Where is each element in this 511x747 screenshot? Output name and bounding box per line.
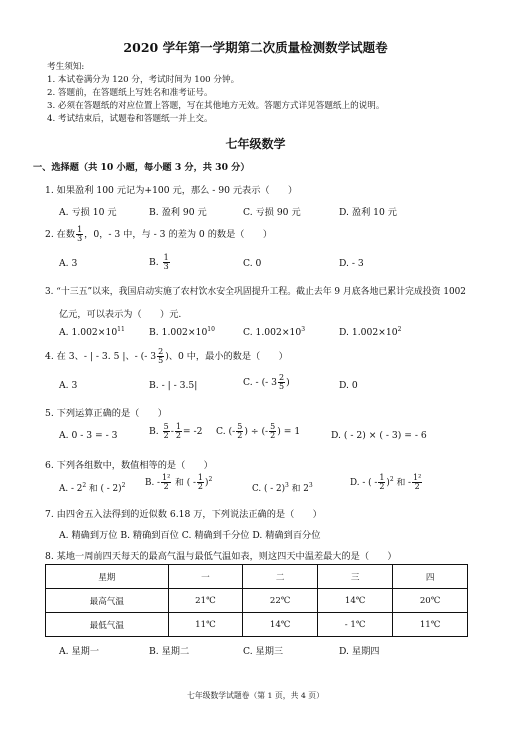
- q7-stem: 7. 由四舍五入法得到的近似数 6.18 万，下列说法正确的是（ ）: [45, 509, 322, 520]
- q3-option-a: A. $1.002\times 10^{11}$: [59, 325, 125, 338]
- fraction: $\frac{\text{1²}}{2}$: [162, 473, 171, 491]
- q1-stem: 1. 如果盈利 100 元记为+100 元，那么 - 90 元表示（ ）: [45, 185, 298, 196]
- page-title: 2020 学年第一学期第二次质量检测数学试题卷: [123, 40, 388, 55]
- q6-option-a: A. - $2^2$ 和 ( - 2)$^2$: [59, 482, 126, 494]
- q3-option-b: B. $1.002\times 10^{10}$: [149, 325, 215, 338]
- section-heading: 一、选择题（共 10 小题，每小题 3 分，共 30 分）: [33, 162, 250, 173]
- q5-option-a: A. 0 - 3 = - 3: [59, 430, 118, 441]
- fraction: $\frac{5}{2}$: [270, 422, 276, 440]
- table-cell: 14℃: [318, 589, 393, 613]
- fraction: $\frac{1}{2}$: [197, 473, 204, 491]
- q1-option-d: D. 盈利 10 元: [339, 207, 397, 218]
- q1-option-c: C. 亏损 90 元: [243, 207, 301, 218]
- q1-option-b: B. 盈利 90 元: [149, 207, 207, 218]
- note-item: 4. 考试结束后，试题卷和答题纸一并上交。: [47, 114, 213, 124]
- q5-stem: 5. 下列运算正确的是（ ）: [45, 408, 167, 419]
- table-header-row: [46, 565, 468, 589]
- q6-option-b: B. - $\frac{\text{1²}}{2}$ 和 ( - $\frac{1}{2}$ )$^2$: [145, 473, 213, 491]
- table-cell: 21℃: [168, 589, 243, 613]
- q1-option-a: A. 亏损 10 元: [59, 207, 117, 218]
- q3-option-c: C. $1.002\times 10^3$: [243, 325, 306, 338]
- table-cell: 14℃: [243, 613, 318, 637]
- fraction: $\frac{5}{2}$: [237, 422, 243, 440]
- fraction: $\frac{2}{5}$: [279, 373, 285, 391]
- q2-option-d: D. - 3: [339, 258, 364, 269]
- q6-option-d: D. - ( - $\frac{1}{2}$ )$^2$ 和 - $\frac{\text{1²}}{2}$: [350, 473, 422, 491]
- table-cell: 最高气温: [46, 589, 169, 613]
- q2-option-c: C. 0: [243, 258, 262, 269]
- page-footer: 七年级数学试题卷（第 1 页，共 4 页）: [187, 691, 324, 700]
- q8-option-a: A. 星期一: [59, 646, 100, 657]
- fraction: $\frac{1}{2}$: [379, 473, 385, 491]
- table-cell: 20℃: [393, 589, 468, 613]
- q6-stem: 6. 下列各组数中，数值相等的是（ ）: [45, 460, 213, 471]
- q4-stem: 4. 在 3、- | - 3. 5 |、- (- 3 $\frac{2}{5}$ )、0 中，最小的数是（ ）: [45, 347, 288, 365]
- temperature-table: [45, 564, 468, 637]
- fraction: $\frac{5}{2}$: [163, 422, 169, 440]
- q6-option-c: C. ( - 2)$^3$ 和 $2^3$: [252, 482, 313, 494]
- q2-option-a: A. 3: [59, 258, 78, 269]
- q4-option-b: B. - | - 3.5|: [149, 380, 198, 391]
- table-header: 一: [168, 565, 243, 589]
- q2-stem: 2. 在数 $\frac{1}{3}$ ，0，- 3 中，与 - 3 的差为 0 的数是（ ）: [45, 225, 273, 243]
- q5-option-d: D. ( - 2) × ( - 3) = - 6: [331, 430, 427, 441]
- table-cell: 11℃: [393, 613, 468, 637]
- subtitle: 七年级数学: [225, 137, 286, 151]
- notes-heading: 考生须知:: [47, 62, 85, 72]
- note-item: 1. 本试卷满分为 120 分，考试时间为 100 分钟。: [47, 75, 240, 85]
- table-header: 星期: [46, 565, 169, 589]
- q8-stem: 8. 某地一周前四天每天的最高气温与最低气温如表，则这四天中温差最大的是（ ）: [45, 551, 397, 562]
- table-header: 四: [393, 565, 468, 589]
- q3-stem-line1: 3. “十三五”以来，我国启动实施了农村饮水安全巩固提升工程。截止去年 9 月底各地已累计完成投资 1002: [45, 287, 466, 297]
- table-row: [46, 589, 468, 613]
- table-cell: 22℃: [243, 589, 318, 613]
- table-header: 二: [243, 565, 318, 589]
- q3-stem-line2: 亿元，可以表示为（ ）元.: [59, 309, 182, 320]
- table-header: 三: [318, 565, 393, 589]
- fraction: $\frac{1}{3}$: [77, 225, 83, 243]
- table-cell: - 1℃: [318, 613, 393, 637]
- q8-option-d: D. 星期四: [339, 646, 380, 657]
- q4-option-d: D. 0: [339, 380, 358, 391]
- q2-option-b: B. $\frac{1}{3}$: [149, 253, 169, 271]
- fraction: $\frac{2}{5}$: [158, 347, 164, 365]
- q4-option-a: A. 3: [59, 380, 78, 391]
- q5-option-b: B. $\frac{5}{2}$ - $\frac{1}{2}$ = -2: [149, 422, 203, 440]
- fraction: $\frac{\text{1²}}{2}$: [413, 473, 422, 491]
- q8-option-c: C. 星期三: [243, 646, 284, 657]
- table-cell: 最低气温: [46, 613, 169, 637]
- q5-option-c: C. (- $\frac{5}{2}$ ) ÷ (- $\frac{5}{2}$ ) = 1: [216, 422, 301, 440]
- note-item: 3. 必须在答题纸的对应位置上答题，写在其他地方无效。答题方式详见答题纸上的说明。: [47, 101, 385, 111]
- fraction: $\frac{1}{2}$: [175, 422, 181, 440]
- note-item: 2. 答题前，在答题纸上写姓名和准考证号。: [47, 88, 213, 98]
- table-cell: 11℃: [168, 613, 243, 637]
- q3-option-d: D. $1.002\times 10^2$: [339, 325, 402, 338]
- q7-options: A. 精确到万位 B. 精确到百位 C. 精确到千分位 D. 精确到百分位: [59, 530, 321, 541]
- q4-option-c: C. - (- 3 $\frac{2}{5}$ ): [243, 373, 290, 391]
- table-row: [46, 613, 468, 637]
- fraction: $\frac{1}{3}$: [163, 253, 169, 271]
- q8-option-b: B. 星期二: [149, 646, 190, 657]
